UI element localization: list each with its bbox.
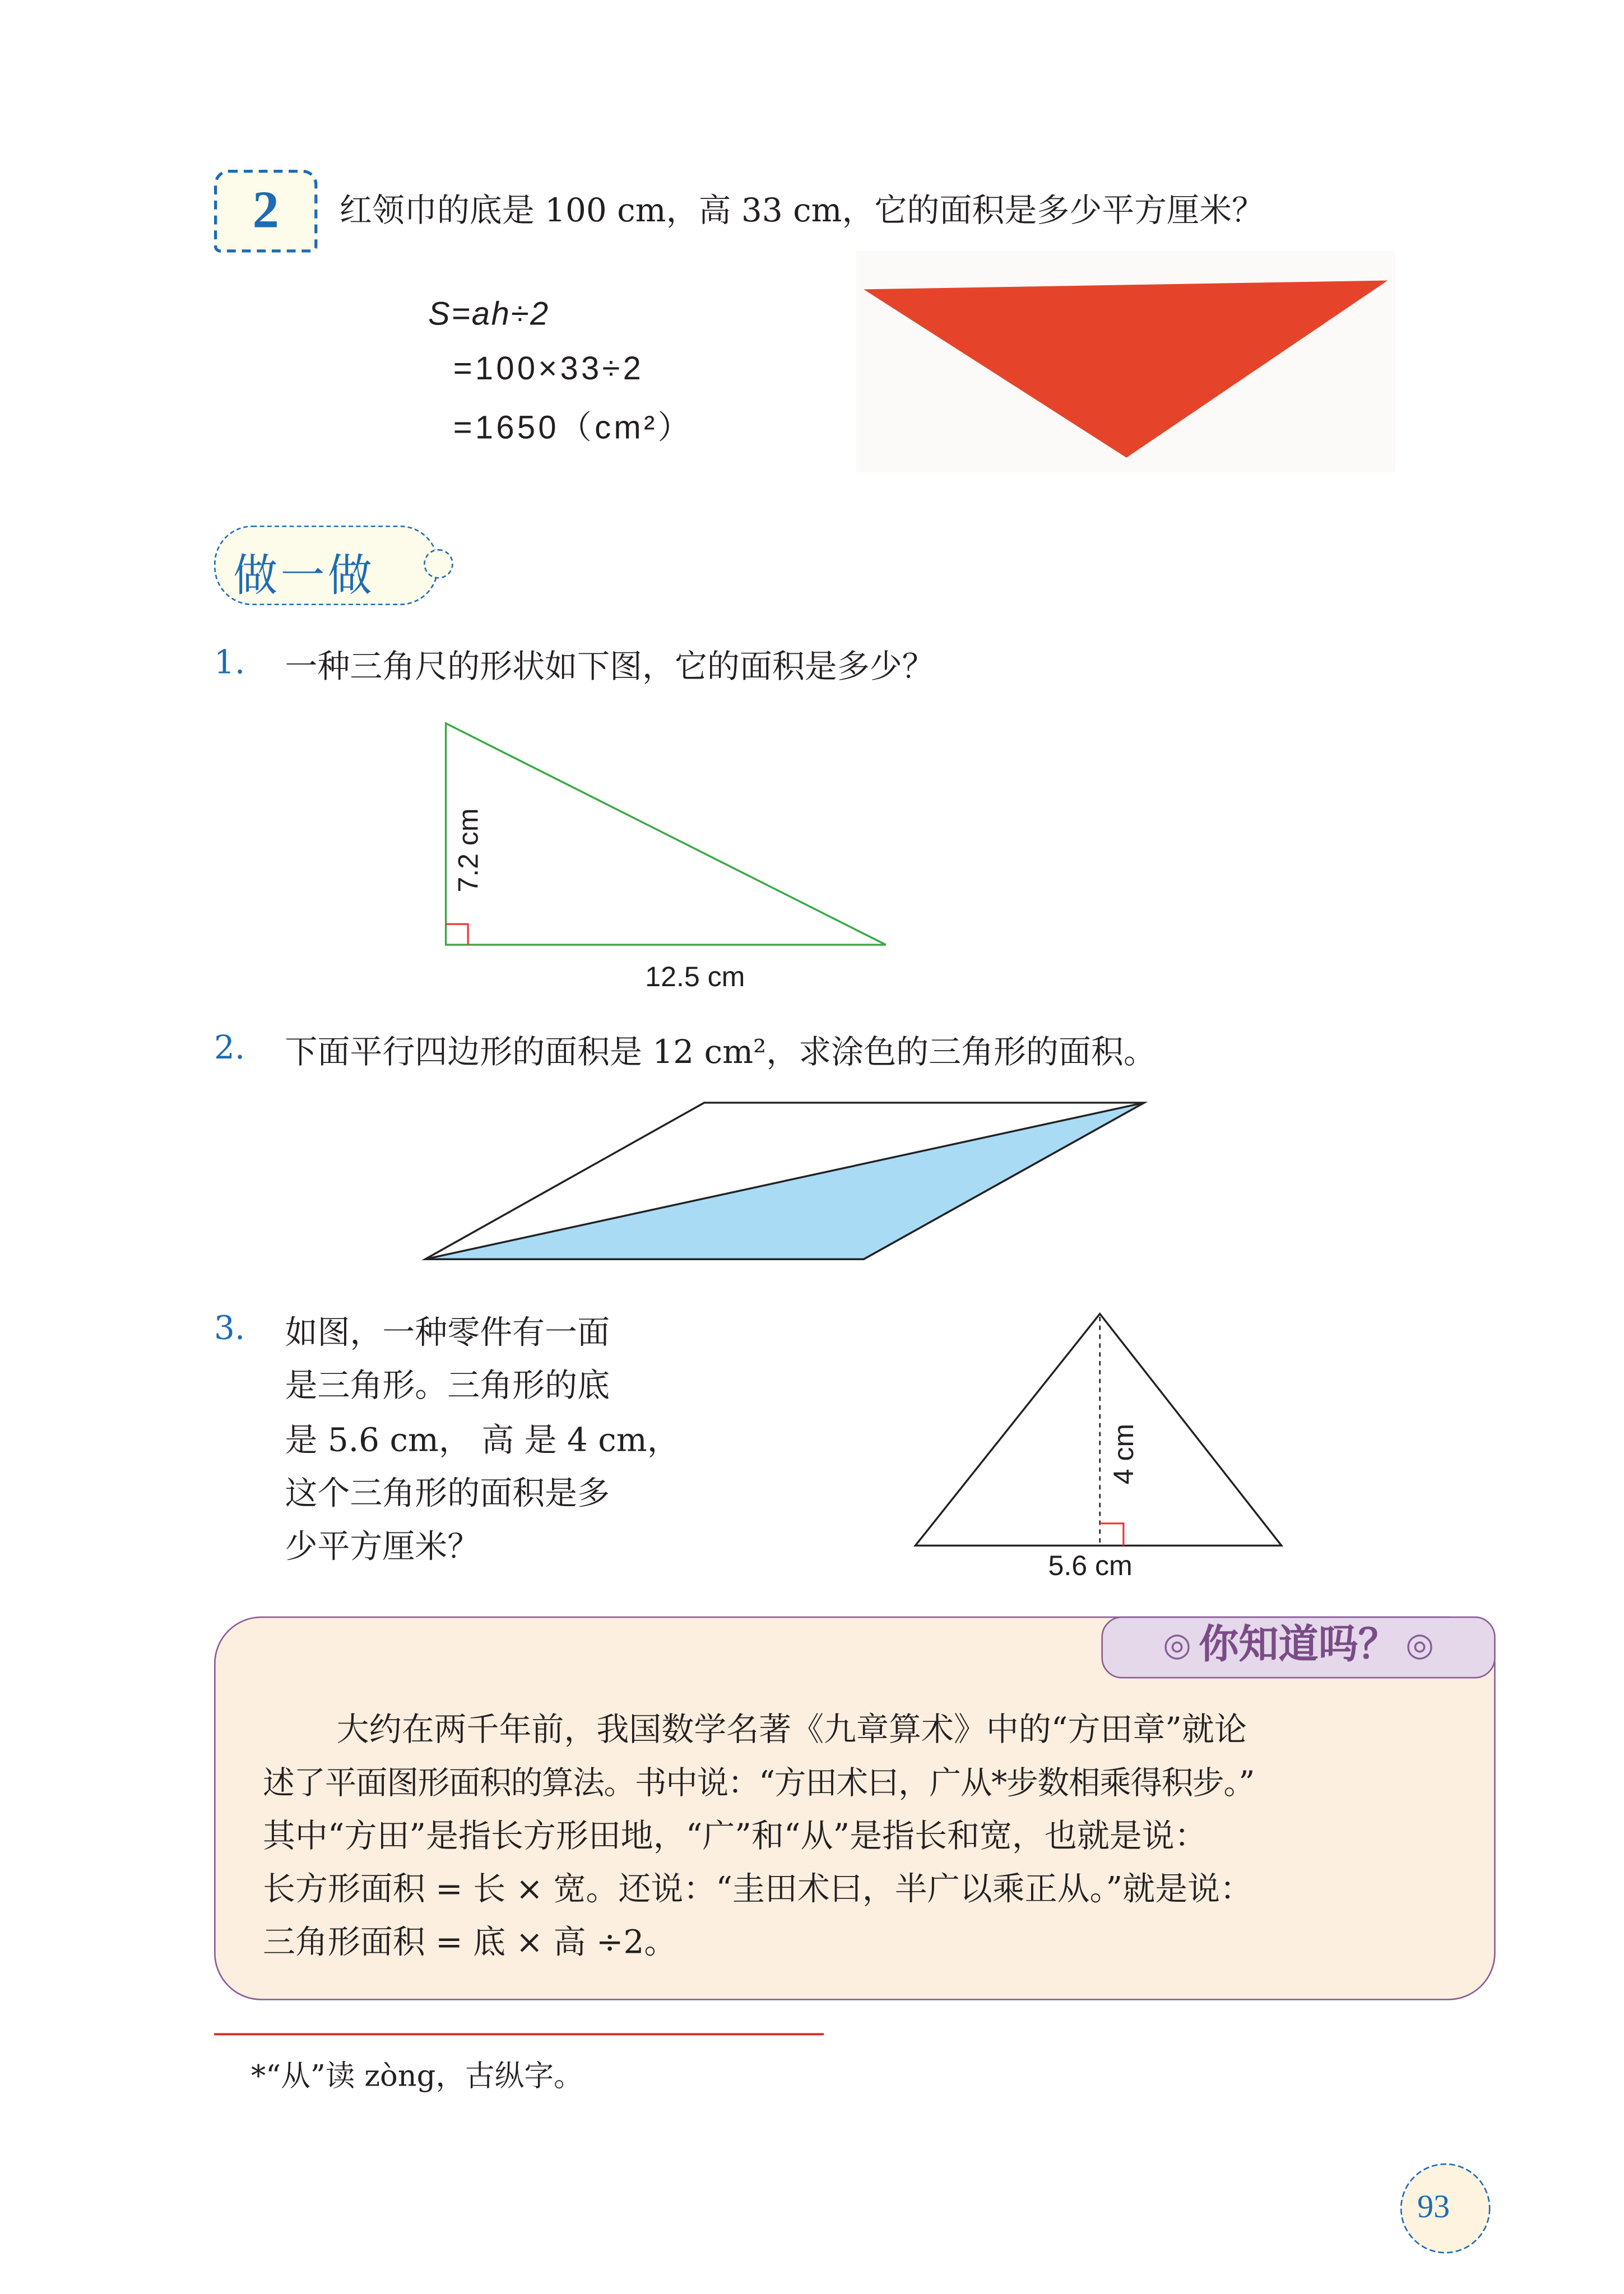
item-3-line: 是三角形。三角形的底 (285, 1368, 610, 1406)
triangle1-base-label: 12.5 cm (645, 962, 745, 994)
item-3-number: 3. (214, 1311, 245, 1348)
item-1-number: 1. (214, 645, 245, 682)
item-3-line: 这个三角形的面积是多 (285, 1476, 610, 1513)
item-3-line: 如图，一种零件有一面 (285, 1315, 610, 1353)
shaded-triangle (425, 1103, 1144, 1259)
practice-title: 做一做 (233, 550, 375, 602)
item-1-text: 一种三角尺的形状如下图，它的面积是多少？ (285, 649, 935, 687)
did-you-know-line: 其中“方田”是指长方形田地，“广”和“从”是指长和宽，也就是说： (262, 1818, 1207, 1856)
target-icon: ◎ (1405, 1627, 1434, 1665)
badge-bubble-icon (424, 549, 453, 579)
page-number: 93 (1417, 2188, 1450, 2225)
item-2-number: 2. (214, 1030, 245, 1067)
set-square-triangle (446, 723, 886, 945)
did-you-know-line: 三角形面积 = 底 × 高 ÷2。 (262, 1925, 677, 1962)
did-you-know-tab (1101, 1617, 1495, 1679)
triangle3-height-label: 4 cm (1110, 1423, 1141, 1485)
formula-line-2: =100×33÷2 (453, 350, 644, 387)
target-icon: ◎ (1163, 1627, 1191, 1665)
right-angle-mark (446, 924, 468, 945)
practice-badge (214, 526, 438, 605)
did-you-know-line: 长方形面积 = 长 × 宽。还说：“圭田术曰，半广以乘正从。”就是说： (262, 1872, 1252, 1909)
did-you-know-line: 大约在两千年前，我国数学名著《九章算术》中的“方田章”就论 (336, 1712, 1247, 1749)
formula-line-1: S=ah÷2 (428, 295, 550, 332)
footnote: *“从”读 zòng，古纵字。 (250, 2058, 583, 2093)
formula-line-3: =1650（cm²） (453, 408, 693, 446)
example-question: 红领巾的底是 100 cm，高 33 cm，它的面积是多少平方厘米？ (339, 193, 1264, 230)
item-3-line: 是 5.6 cm， 高 是 4 cm， (285, 1423, 680, 1460)
right-angle-mark (1100, 1524, 1124, 1546)
triangle1-height-label: 7.2 cm (454, 808, 485, 893)
did-you-know-title: 你知道吗？ (1199, 1622, 1398, 1668)
part-triangle (915, 1314, 1281, 1546)
did-you-know-line: 述了平面图形面积的算法。书中说：“方田术曰，广从*步数相乘得积步。” (262, 1765, 1255, 1803)
example-number: 2 (252, 180, 279, 239)
item-2-text: 下面平行四边形的面积是 12 cm²，求涂色的三角形的面积。 (285, 1034, 1156, 1072)
item-3-line: 少平方厘米？ (285, 1529, 480, 1567)
triangle3-base-label: 5.6 cm (1048, 1551, 1133, 1583)
